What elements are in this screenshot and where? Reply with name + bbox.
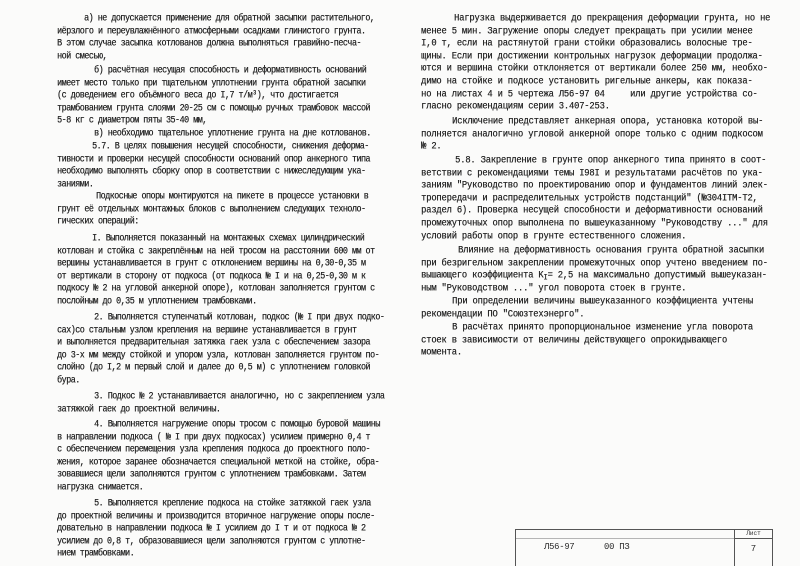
text-line: в) необходимо тщательное уплотнение грунта на дне котлованов. [94,126,371,139]
text-line: сах)со стальным узлом крепления на вершине устанавливается в грунт [57,323,357,336]
text-line: условий работы опор в грунте естественного сложения. [421,229,687,242]
text-line: подкосу № 2 на угловой анкерной опоре), котлован заполняется грунтом с [57,281,375,294]
text-line: рекомендации ПО "Союзтехэнерго". [421,307,585,320]
text-line: трамбованием грунта слоями 20-25 см с помощью ручных трамбовок массой [57,101,370,114]
text-line: в направлении подкоса ( № I при двух подкосах) усилием примерно 0,4 т [57,430,370,443]
text-segment: = 2,5 на максимально допустимый вышеуказан- [547,269,767,282]
text-line: нием трамбовками. [57,546,135,559]
text-line: I,0 т, если на растянутой грани стойки образовались волосные тре- [421,37,753,50]
text-line: № 2. [421,140,442,153]
paragraph-step-5 [57,497,375,560]
text-line: заниями. [57,177,94,190]
text-line: 5.8. Закрепление в грунте опор анкерного типа принято в соот- [455,153,767,166]
text-line: вершины устанавливается в грунт с отклонением вершины на 0,30-0,35 м [57,256,366,269]
text-line: Влияние на деформативность основания грунта обратной засыпки [458,243,764,256]
text-line: бура. [57,373,80,386]
text-line: ветствии с рекомендациями темы I98I и результатами расчётов по ука- [421,166,763,179]
paragraph-step-2 [57,311,384,386]
sheet-label: Лист [735,530,772,539]
text-line: Нагрузка выдерживается до прекращения деформации грунта, но не [454,11,771,24]
paragraph-item-b [57,64,370,127]
text-line: от вертикали в сторону от подкоса (от подкоса № I и на 0,25-0,30 м к [57,269,366,282]
paragraph-calculations [421,321,753,359]
text-line: тропередачи и распределительных устройств подстанций" (№304ITM-T2, [421,191,758,204]
paragraph-item-a [57,12,374,62]
text-line: до проектной величины и производится вторичное нагружение опоры после- [57,509,375,522]
paragraph-coefficient [421,295,753,320]
text-line: стоек в зависимости от величины действующего опрокидывающего [421,333,727,346]
text-line: при безригельном закреплении промежуточных опор учтено введением по- [421,256,768,269]
paragraph-5-7 [57,140,370,190]
text-line: слойно (до I,2 м первый слой и далее до 0,5 м) с уплотнением головкой [57,360,370,373]
text-line: промежуточных опор выполнена по вышеуказанному "Руководству ..." для [421,216,768,229]
text-line: усилием до 0,8 т, образовавшиеся щели заполняются грунтом с уплотне- [57,534,366,547]
text-line: необходимо выполнять сборку опор в соответствии с нижеследующим ука- [57,164,366,177]
text-line: (с доведением его объёмного веса до I,7 т/м³), что достигается [57,88,339,101]
text-line: ются и вершина стойки отклоняется от вертикали более 250 мм, необхо- [421,62,768,75]
title-block [515,529,773,566]
text-line: Исключение представляет анкерная опора, установка которой вы- [452,114,764,127]
text-line: нагрузка снимается. [57,480,144,493]
paragraph-5-8 [421,154,768,242]
text-line: послойным до 0,35 м уплотнением трамбовками. [57,294,257,307]
text-line: 3. Подкос № 2 устанавливается аналогично, но с закреплением узла [94,389,385,402]
text-segment: вышающего коэффициента K [421,269,544,282]
text-line: Подкосные опоры монтируются на пикете в процессе установки в [96,189,369,202]
text-line: котлован и стойка с закреплённым на ней тросом на расстоянии 600 мм от [57,244,375,257]
text-line: грунт её отдельных монтажных блоков с выполнением следующих техноло- [57,202,366,215]
text-line: менее 5 мин. Загружение опоры следует прекращать при усилии менее [421,24,753,37]
text-line: В расчётах принято пропорциональное изменение угла поворота [452,320,753,333]
text-line: но на листах 4 и 5 чертежа Л56-97 04 или другие устройства со- [421,87,758,100]
text-line: В этом случае засыпка котлованов должна выполняться гравийно-песча- [57,36,361,49]
text-line: б) расчётная несущая способность и деформативность оснований [94,63,367,76]
right-column [421,0,773,566]
text-line: ным "Руководством ..." угол поворота стоек в грунте. [421,281,687,294]
text-line: 2. Выполняется ступенчатый котлован, подкос (№ I при двух подко- [94,310,385,323]
text-line: заниям "Руководство по проектированию опор и фундаментов линий элек- [421,179,768,192]
text-line: щины. Если при достижении контрольных нагрузок деформации продолжа- [421,49,763,62]
text-line: 5.7. В целях повышения несущей способности, снижения деформа- [92,139,369,152]
text-line: до 3-х мм между стойкой и упором узла, котлован заполняется грунтом по- [57,348,380,361]
paragraph-step-1 [57,232,375,307]
text-line: тивности и проверки несущей способности оснований опор анкерного типа [57,152,370,165]
drawing-code: Л56-97 [544,542,575,552]
text-line: зовавшиеся щели заполняются грунтом с уплотнением трамбовками. Затем [57,467,366,480]
text-line: 5. Выполняется крепление подкоса на стойке затяжкой гаек узла [94,496,371,509]
text-line: жения, которое заранее обозначается специальной меткой на стойке, обра- [57,455,380,468]
sheet-cell [734,530,772,566]
text-line: гических операций: [57,214,139,227]
paragraph-exception [421,115,763,153]
text-line: с обеспечением перемещения узла крепления подкоса до проектного поло- [57,442,370,455]
paragraph-step-4 [57,418,380,493]
text-line: При определении величины вышеуказанного коэффициента учтены [452,294,753,307]
text-line: 5-8 кг с диаметром пяты 35-40 мм, [57,113,207,126]
text-line: I. Выполняется показанный на монтажных схемах цилиндрический [92,231,365,244]
subscript-text: I [543,273,548,284]
paragraph-load-holding [421,12,770,113]
text-line: димо на стойке и подкосе установить ригельные анкеры, как показа- [421,74,753,87]
title-block-divider [516,538,734,539]
text-line: раздел 6). Проверка несущей способности и деформативности оснований [421,204,763,217]
sheet-number: 7 [750,544,757,554]
left-column [57,0,397,566]
text-line: и выполняется предварительная затяжка гаек узла с обеспечением зазора [57,335,370,348]
text-line: имеет место только при тщательном уплотнении грунта обратной засыпки [57,76,366,89]
text-line: ной смесью, [57,49,107,62]
text-line: полняется аналогично угловой анкерной опоре только с одним подкосом [421,127,763,140]
paragraph-item-c [57,127,371,140]
document-section: 00 ПЗ [604,542,630,552]
paragraph-step-3 [57,390,384,415]
text-line: затяжкой гаек до проектной величины. [57,402,221,415]
paragraph-strut-supports [57,190,368,228]
paragraph-backfill-influence [421,244,768,294]
text-line: иёрзлого и переувлажнённого атмосферными осадками глинистого грунта. [57,24,366,37]
text-line: гласно рекомендациям серии 3.407-253. [421,100,610,113]
text-line: довательно в направлении подкоса № I усилием до I т и от подкоса № 2 [57,521,366,534]
text-line: момента. [421,346,462,359]
text-line: 4. Выполняется нагружение опоры тросом с помощью буровой машины [94,417,380,430]
text-line: а) не допускается применение для обратной засыпки растительного, [84,11,375,24]
